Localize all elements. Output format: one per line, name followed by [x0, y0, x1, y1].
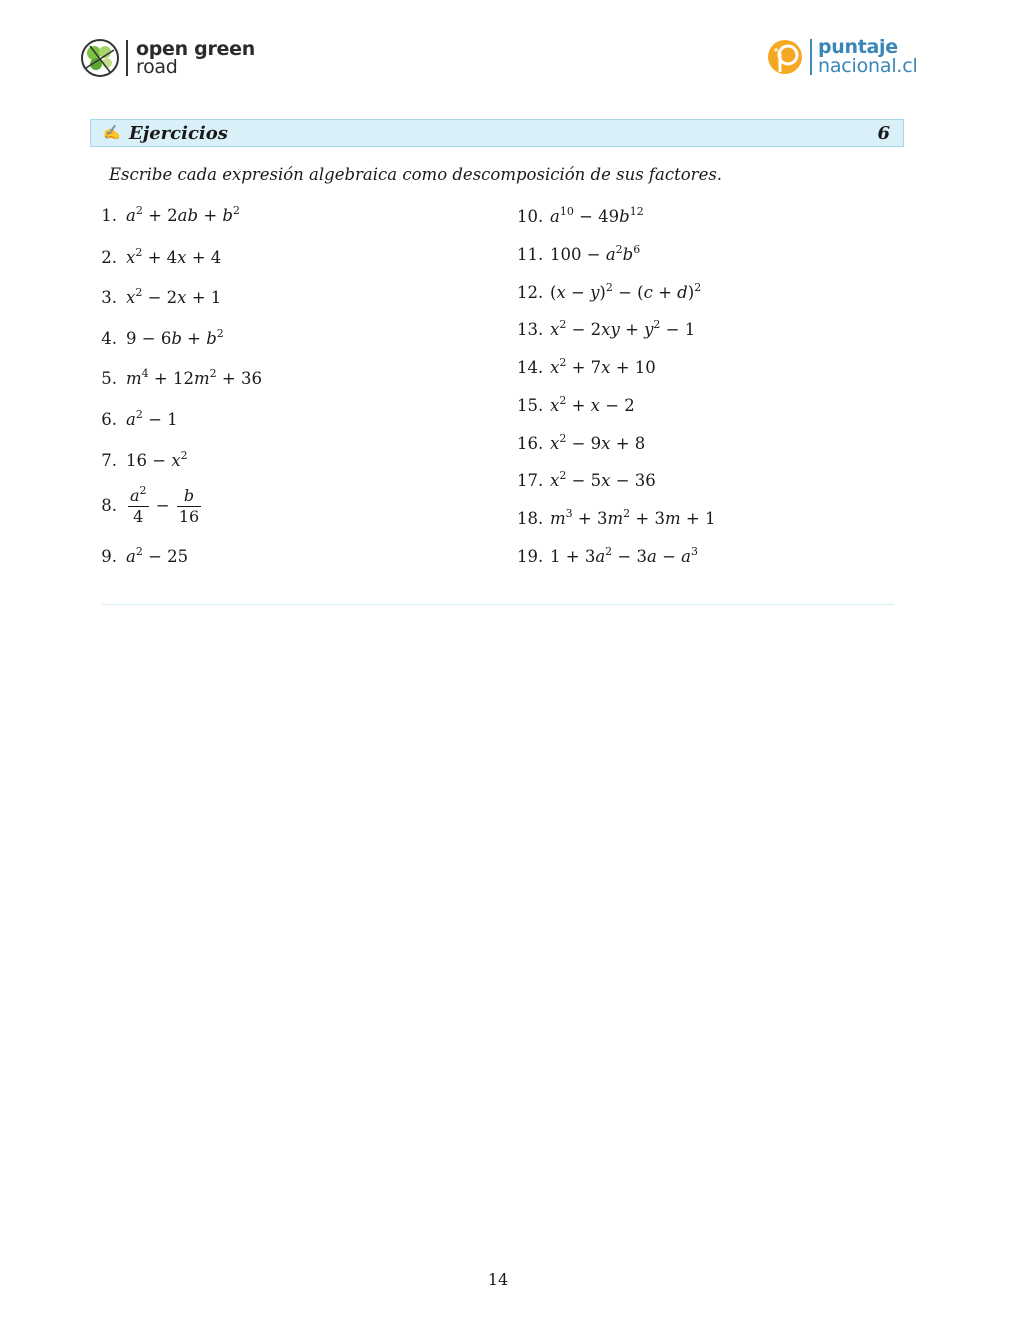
exercise-expression: $x^2 - 2xy + y^2 - 1$	[550, 318, 696, 339]
exercise-7	[101, 451, 188, 470]
exercise-3	[101, 288, 221, 307]
section-title: Ejercicios	[129, 122, 228, 144]
exercise-expression: $a^2 + 2ab + b^2$	[126, 204, 240, 225]
puntaje-nacional-logo-icon	[766, 38, 804, 76]
exercise-expression: $x^2 - 5x - 36$	[550, 469, 656, 490]
exercise-number: 3.	[101, 288, 117, 307]
exercise-expression: $a^2 - 1$	[126, 408, 178, 429]
exercise-1	[101, 206, 240, 225]
exercise-expression: $100 - a^2b^6$	[550, 243, 641, 264]
exercise-number: 14.	[517, 358, 544, 377]
puntaje-nacional-logo	[766, 38, 918, 76]
logo-text-line2: nacional.cl	[818, 55, 918, 77]
exercise-expression: $m^4 + 12m^2 + 36$	[126, 367, 262, 388]
exercise-11	[517, 245, 640, 264]
open-green-road-logo	[80, 38, 255, 78]
fraction: $\frac{a^2}{4}$	[130, 484, 147, 526]
exercise-number: 8.	[101, 496, 117, 515]
exercise-expression: $(x - y)^2 - (c + d)^2$	[550, 281, 702, 302]
section-header	[90, 119, 904, 147]
exercise-number: 9.	[101, 547, 117, 566]
exercise-19	[517, 547, 698, 566]
logo-text-line1: open green	[136, 38, 255, 60]
exercise-expression: $1 + 3a^2 - 3a - a^3$	[550, 545, 698, 566]
exercise-number: 11.	[517, 245, 544, 264]
fraction: $\frac{b}{16}$	[178, 486, 200, 526]
exercise-number: 6.	[101, 410, 117, 429]
exercise-expression: $m^3 + 3m^2 + 3m + 1$	[550, 507, 716, 528]
exercise-10	[517, 207, 644, 226]
instruction-text: Escribe cada expresión algebraica como descomposición de sus factores.	[109, 165, 723, 184]
logo-text-line1: puntaje	[818, 36, 898, 58]
exercise-4	[101, 329, 224, 348]
page-header	[0, 0, 1024, 100]
exercise-13	[517, 320, 695, 339]
exercise-6	[101, 410, 178, 429]
exercise-number: 17.	[517, 471, 544, 490]
exercise-2	[101, 248, 221, 267]
exercise-expression: $x^2 + 7x + 10$	[550, 356, 656, 377]
exercise-18	[517, 509, 715, 528]
open-green-road-logo-icon	[80, 38, 120, 78]
exercise-expression: $x^2 - 9x + 8$	[550, 432, 646, 453]
exercise-number: 13.	[517, 320, 544, 339]
writing-hand-icon: ✍	[103, 125, 121, 141]
exercise-number: 19.	[517, 547, 544, 566]
exercise-8	[101, 486, 203, 527]
exercise-number: 10.	[517, 207, 544, 226]
logo-text-line2: road	[136, 56, 178, 78]
exercise-number: 2.	[101, 248, 117, 267]
exercise-expression: $\frac{a^2}{4}$ − $\frac{b}{16}$	[130, 484, 200, 526]
exercise-number: 12.	[517, 283, 544, 302]
exercise-9	[101, 547, 188, 566]
exercise-expression: $a^{10} - 49b^{12}$	[550, 205, 644, 226]
exercise-expression: $x^2 + x - 2$	[550, 394, 635, 415]
exercise-12	[517, 283, 701, 302]
exercise-number: 4.	[101, 329, 117, 348]
exercise-17	[517, 471, 656, 490]
exercise-number: 5.	[101, 369, 117, 388]
section-number: 6	[877, 123, 890, 144]
exercise-5	[101, 369, 262, 388]
exercise-expression: $x^2 + 4x + 4$	[126, 246, 222, 267]
exercise-14	[517, 358, 656, 377]
exercise-16	[517, 434, 645, 453]
exercise-15	[517, 396, 635, 415]
section-divider	[102, 604, 894, 605]
exercise-number: 15.	[517, 396, 544, 415]
exercise-expression: $16 - x^2$	[126, 449, 188, 470]
exercise-number: 16.	[517, 434, 544, 453]
exercise-number: 1.	[101, 206, 117, 225]
exercise-expression: $x^2 - 2x + 1$	[126, 286, 222, 307]
page-number: 14	[487, 1270, 509, 1289]
exercise-number: 18.	[517, 509, 544, 528]
exercise-expression: $a^2 - 25$	[126, 545, 189, 566]
exercise-expression: $9 - 6b + b^2$	[126, 327, 224, 348]
exercise-number: 7.	[101, 451, 117, 470]
